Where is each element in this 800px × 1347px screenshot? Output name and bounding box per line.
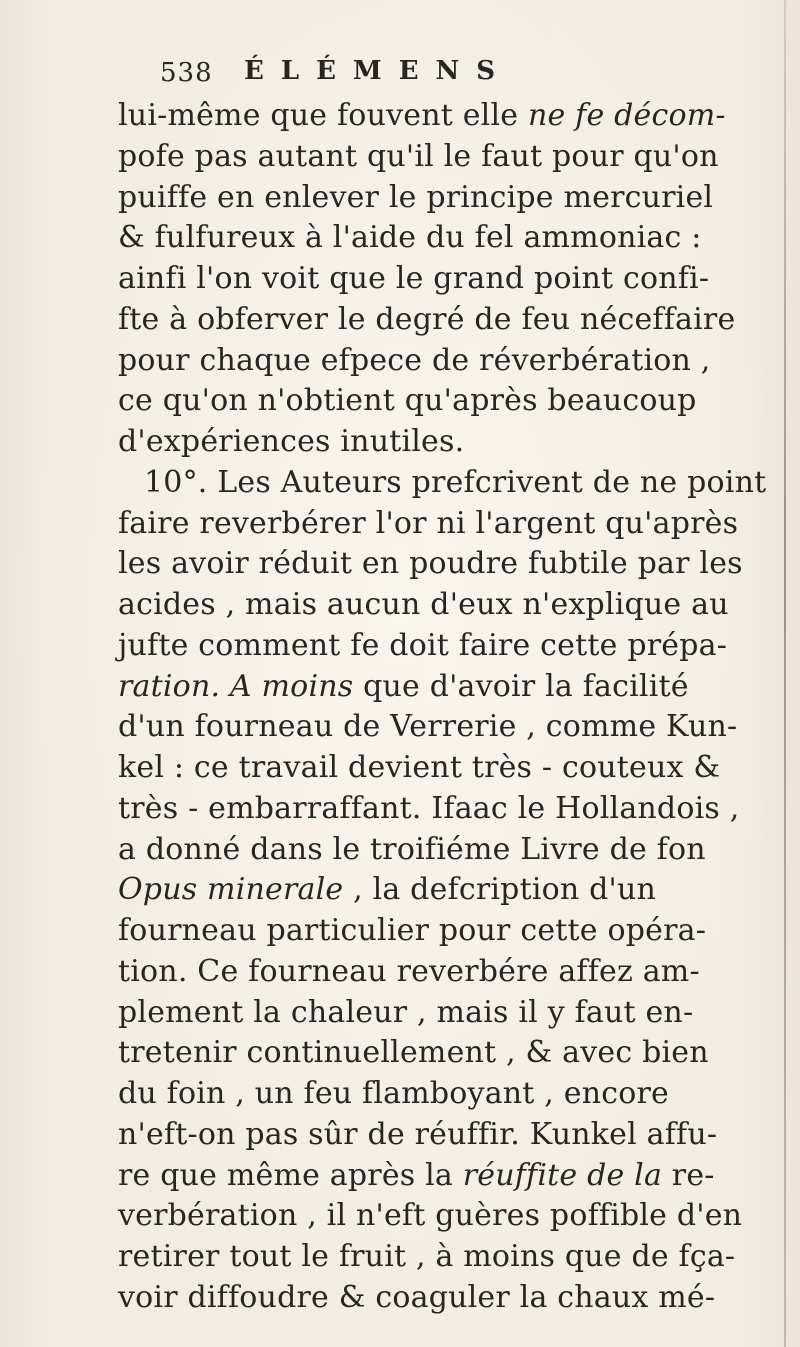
text-line: [118, 178, 798, 219]
text-run: pofe pas autant qu'il le faut pour qu'on: [118, 138, 719, 174]
text-run: kel : ce travail devient très - couteux &: [118, 750, 721, 785]
text-line: [118, 341, 798, 382]
text-run: re que même après la: [118, 1157, 463, 1193]
text-line: [118, 259, 798, 300]
text-line: [118, 422, 798, 463]
text-run: plement la chaleur , mais il y faut en-: [118, 994, 694, 1030]
text-line: [118, 993, 798, 1034]
text-run: fte à obferver le degré de feu néceffaire: [118, 301, 736, 337]
text-line: [118, 1278, 798, 1319]
text-line: [118, 952, 798, 993]
page-number: 538: [160, 58, 213, 88]
running-title: ÉLÉMENS: [244, 56, 513, 86]
text-run: tretenir continuellement , & avec bien: [118, 1035, 709, 1071]
text-line: [118, 748, 798, 789]
text-line: [118, 1033, 798, 1074]
text-run: puiffe en enlever le principe mercuriel: [118, 179, 714, 215]
text-run: retirer tout le fruit , à moins que de fça-: [118, 1239, 736, 1274]
text-line: [118, 96, 798, 137]
italic-text: réuffite de la: [462, 1157, 663, 1193]
text-line: [118, 381, 798, 422]
text-run: d'expériences inutiles.: [118, 424, 465, 459]
text-line: [118, 911, 798, 952]
text-run: que d'avoir la facilité: [353, 668, 689, 704]
italic-text: ration. A moins: [118, 668, 354, 704]
text-run: verbération , il n'eft guères poffible d'en: [118, 1198, 743, 1234]
text-run: les avoir réduit en poudre fubtile par les: [118, 546, 743, 582]
text-run: fourneau particulier pour cette opéra-: [118, 913, 707, 948]
text-run: très - embarraffant. Ifaac le Hollandois ,: [118, 790, 740, 826]
text-line: [118, 300, 798, 341]
page-header: [160, 58, 600, 98]
text-line: [118, 789, 798, 830]
text-line: [118, 830, 798, 871]
text-run: ce qu'on n'obtient qu'après beaucoup: [118, 383, 697, 419]
text-line: [118, 544, 798, 585]
text-run: , la defcription d'un: [343, 872, 657, 908]
text-run: n'eft-on pas sûr de réuffir. Kunkel affu-: [118, 1116, 718, 1152]
text-line: [118, 870, 798, 911]
text-line: [118, 504, 798, 545]
text-line: [118, 1196, 798, 1237]
italic-text: ne fe décom-: [527, 98, 726, 133]
text-run: voir diffoudre & coaguler la chaux mé-: [118, 1279, 716, 1315]
text-run: re-: [662, 1157, 715, 1193]
text-line: [118, 137, 798, 178]
text-line: [118, 463, 798, 504]
text-line: [118, 585, 798, 626]
text-line: [118, 1074, 798, 1115]
text-line: [118, 218, 798, 259]
text-run: du foin , un feu flamboyant , encore: [118, 1076, 669, 1111]
text-run: & fulfureux à l'aide du fel ammoniac :: [118, 220, 702, 256]
text-run: ainfi l'on voit que le grand point confi-: [118, 261, 710, 296]
text-line: [118, 1115, 798, 1156]
italic-text: Opus minerale: [118, 872, 344, 908]
text-line: [118, 1237, 798, 1278]
text-line: [118, 707, 798, 748]
text-run: faire reverbérer l'or ni l'argent qu'après: [118, 505, 739, 541]
text-run: jufte comment fe doit faire cette prépa-: [118, 627, 728, 663]
text-run: a donné dans le troifiéme Livre de fon: [118, 831, 706, 867]
text-line: [118, 626, 798, 667]
body-text: [118, 96, 798, 1319]
text-line: [118, 1156, 798, 1197]
text-run: pour chaque efpece de réverbération ,: [118, 342, 711, 378]
text-run: acides , mais aucun d'eux n'explique au: [118, 587, 729, 622]
text-run: lui-même que fouvent elle: [118, 98, 528, 133]
text-run: tion. Ce fourneau reverbére affez am-: [118, 953, 700, 989]
text-run: d'un fourneau de Verrerie , comme Kun-: [118, 709, 738, 745]
text-run: 10°. Les Auteurs prefcrivent de ne point: [144, 464, 767, 500]
text-line: [118, 667, 798, 708]
